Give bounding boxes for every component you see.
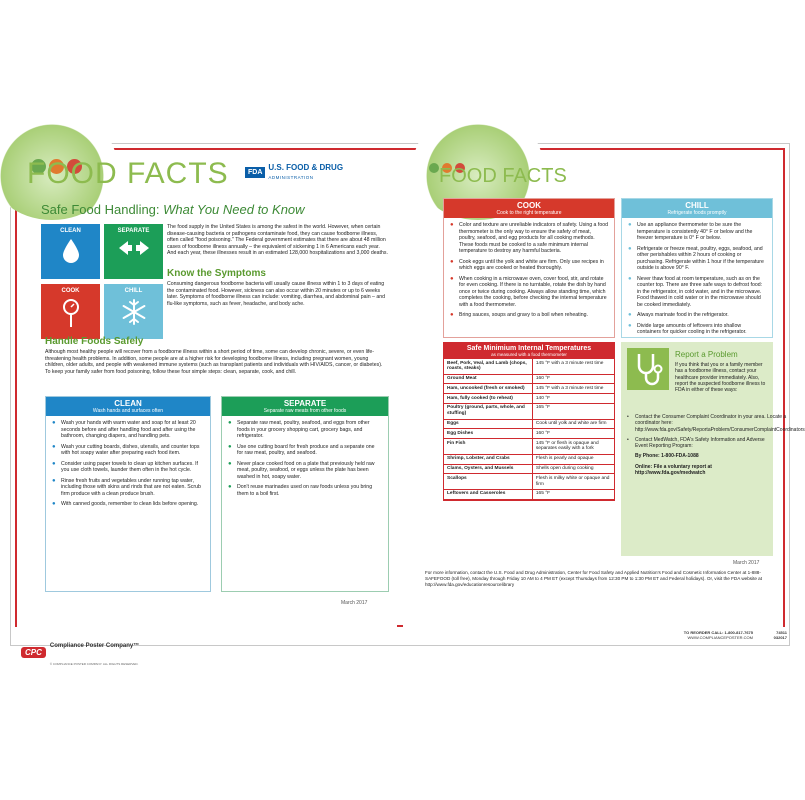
- snowflake-icon: [120, 298, 148, 326]
- right-date: March 2017: [733, 560, 760, 566]
- bullet-icon: ●: [450, 222, 454, 228]
- bullet-icon: ●: [52, 443, 56, 450]
- food-cell: Clams, Oysters, and Mussels: [444, 464, 532, 474]
- separate-header: SEPARATE Separate raw meats from other foods: [222, 397, 388, 416]
- list-item: [628, 312, 766, 319]
- table-row: [444, 429, 614, 439]
- list-item: • Contact MedWatch, FDA's Safety Information and Adverse Event Reporting Program:: [627, 436, 765, 450]
- table-row: [444, 474, 614, 490]
- bullet-icon: ●: [228, 420, 232, 426]
- list-item: [228, 484, 382, 497]
- temperature-table: [443, 342, 615, 501]
- brand-copyright: © COMPLIANCE POSTER COMPANY. ALL RIGHTS RESERVED.: [49, 662, 139, 666]
- bullet-icon: ●: [228, 460, 232, 467]
- temp-cell: 145 °F with a 3 minute rest time: [532, 359, 614, 374]
- bullet-icon: ●: [52, 501, 56, 507]
- bullet-icon: ●: [228, 484, 232, 490]
- table-row: [444, 394, 614, 404]
- thermometer-icon: [61, 298, 81, 328]
- bullet-icon: ●: [628, 275, 632, 282]
- separate-box: [221, 396, 389, 592]
- temp-cell: 165 °F: [532, 403, 614, 419]
- poster: [10, 143, 805, 666]
- bullet-icon: ●: [52, 477, 56, 484]
- footer-note: For more information, contact the U.S. Food and Drug Administration, Center for Food Safety and Applied Nutrition's Food and Cosmetic Information Center at 1-888-SAFEFOOD (toll free), Monday through Friday 10 AM to 4 PM ET (except Thursdays from 12:30 PM to 1:30 PM ET and Federal holidays). Or, visit the FDA website at http://www.fda.gov/educationresourcelibrary: [425, 570, 763, 587]
- report-online: Online: File a voluntary report at http://www.fda.gov/medwatch: [635, 463, 712, 477]
- bullet-icon: ●: [228, 443, 232, 450]
- intro-text: The food supply in the United States is among the safest in the world. However, when certain disease-causing bacteria or pathogens contaminate food, they can cause foodborne illness, often called "food poisoning." The Federal government estimates that there are about 48 million cases of foodborne illness annually – the equivalent of sickening 1 in 6 Americans each year. And each year, these illnesses result in an estimated 128,000 hospitalizations and 3,000 deaths.: [167, 224, 388, 257]
- list-item-text: Consider using paper towels to clean up kitchen surfaces. If you use cloth towels, launder them often in the hot cycle.: [61, 460, 198, 473]
- fda-name: U.S. FOOD & DRUG: [268, 163, 344, 172]
- title-row: [439, 156, 567, 196]
- list-item: [628, 246, 766, 272]
- temp-cell: 160 °F: [532, 374, 614, 384]
- list-item: [52, 420, 204, 440]
- food-cell: Scallops: [444, 474, 532, 490]
- separate-list: [222, 416, 388, 503]
- table-row: [444, 464, 614, 474]
- list-item-text: Refrigerate or freeze meat, poultry, eggs, seafood, and other perishables within 2 hours of cooking or purchasing. Refrigerate within 1 hour if the temperature outside is above 90° F.: [637, 245, 764, 271]
- clean-list: [46, 416, 210, 514]
- food-cell: Poultry (ground, parts, whole, and stuffing): [444, 403, 532, 419]
- list-item-text: Use one cutting board for fresh produce and a separate one for raw meat, poultry, and seafood.: [237, 443, 375, 456]
- list-item: [628, 323, 766, 336]
- fda-badge: FDA: [245, 167, 265, 178]
- bullet-icon: ●: [628, 312, 632, 318]
- food-cell: Ham, fully cooked (to reheat): [444, 394, 532, 404]
- list-item-text: Bring sauces, soups and gravy to a boil when reheating.: [459, 312, 588, 318]
- temperature-header: Safe Minimium Internal Temperatures as measured with a food thermometer: [444, 343, 614, 359]
- arrows-apart-icon: [117, 238, 151, 258]
- bullet-icon: ●: [450, 258, 454, 265]
- report-list: [627, 414, 805, 477]
- water-drop-icon: [61, 238, 81, 264]
- chill-header: CHILL Refrigerate foods promptly: [622, 199, 772, 218]
- temp-cell: 165 °F: [532, 489, 614, 499]
- list-item-text: Wash your cutting boards, dishes, utensils, and counter tops with hot soapy water after preparing each food item.: [61, 443, 200, 456]
- list-item-text: Wash your hands with warm water and soap for at least 20 seconds before and after handling food and after using the bathroom, changing diapers, and handling pets.: [61, 420, 196, 439]
- table-row: [444, 403, 614, 419]
- list-item-text: Never place cooked food on a plate that previously held raw meat, poultry, seafood, or eggs unless the plate has been washed in hot, soapy water.: [237, 460, 375, 480]
- table-row: [444, 374, 614, 384]
- list-item: [228, 461, 382, 481]
- list-item: [450, 312, 608, 319]
- list-item-text: Color and texture are unreliable indicators of safety. Using a food thermometer is the only way to ensure the safety of meat, poultry, seafood, and egg products for all cooking methods. These foods must be cooked to a safe minimum internal temperature to destroy any harmful bacteria.: [459, 222, 608, 254]
- handle-text: Although most healthy people will recover from a foodborne illness within a short period of time, some can develop chronic, severe, or even life-threatening health problems. In addition, some people are at a higher risk for developing foodborne illness, including pregnant women, young children, older adults, and people with weakened immune systems (such as transplant patients and individuals with HIV/AIDS, cancer, or diabetes). To keep your family safer from food poisoning, follow these four simple steps: clean, separate, cook, and chill.: [45, 349, 383, 375]
- cook-box: [443, 198, 615, 338]
- bullet-icon: ●: [52, 420, 56, 426]
- table-row: [444, 439, 614, 455]
- table-row: [444, 419, 614, 429]
- stethoscope-icon: [627, 348, 669, 390]
- list-item: [450, 259, 608, 272]
- list-item-text: Separate raw meat, poultry, seafood, and eggs from other foods in your grocery shopping cart, grocery bags, and refrigerator.: [237, 420, 370, 439]
- tile-chill: CHILL: [104, 284, 163, 339]
- table-row: [444, 359, 614, 374]
- report-title: Report a Problem: [675, 350, 738, 359]
- bullet-icon: ●: [628, 245, 632, 252]
- step-tiles: [41, 224, 163, 339]
- list-item-text: When cooking in a microwave oven, cover food, stir, and rotate for even cooking. If there is no turntable, rotate the dish by hand once or twice during cooking. Always allow standing time, which completes the cooking, before checking the internal temperature with a food thermometer.: [459, 275, 607, 308]
- list-item: [52, 478, 204, 498]
- list-item: [228, 420, 382, 440]
- tile-cook: COOK: [41, 284, 100, 339]
- list-item: [52, 461, 204, 474]
- cook-header: COOK Cook to the right temperature: [444, 199, 614, 218]
- cpc-logo: CPC: [21, 647, 46, 658]
- list-item: [450, 222, 608, 255]
- food-cell: Egg Dishes: [444, 429, 532, 439]
- list-item: [52, 444, 204, 457]
- handle-heading: Handle Foods Safely: [45, 336, 144, 347]
- food-cell: Ham, uncooked (fresh or smoked): [444, 384, 532, 394]
- list-item-text: Use an appliance thermometer to be sure the temperature is consistently 40° F or below and the freezer temperature is 0° F or below.: [637, 222, 753, 241]
- symptoms-text: Consuming dangerous foodborne bacteria will usually cause illness within 1 to 3 days of eating the contaminated food. However, sickness can also occur within 20 minutes or up to 6 weeks later. Symptoms of foodborne illness can include: vomiting, diarrhea, and abdominal pain – and flu-like symptoms, such as fever, headache, and body ache.: [167, 281, 386, 307]
- bullet-icon: ●: [450, 275, 454, 282]
- food-cell: Shrimp, Lobster, and Crabs: [444, 454, 532, 464]
- list-item-text: Cook eggs until the yolk and white are firm. Only use recipes in which eggs are cooked or heated thoroughly.: [459, 258, 604, 271]
- table-row: [444, 454, 614, 464]
- tile-clean: CLEAN: [41, 224, 100, 279]
- bullet-icon: ●: [450, 312, 454, 318]
- left-date: March 2017: [341, 600, 368, 606]
- report-phone: By Phone: 1-800-FDA-1088: [635, 453, 699, 460]
- temp-cell: 145 °F or flesh is opaque and separates easily with a fork: [532, 439, 614, 455]
- temp-cell: Flesh is pearly and opaque: [532, 454, 614, 464]
- table-row: [444, 384, 614, 394]
- symptoms-heading: Know the Symptoms: [167, 268, 266, 279]
- page-title: FOOD FACTS: [439, 164, 567, 187]
- list-item-text: Don't reuse marinades used on raw foods unless you bring them to a boil first.: [237, 484, 373, 497]
- right-page: [403, 150, 805, 627]
- product-codes: 74511 032017: [773, 630, 787, 640]
- list-item-text: Never thaw food at room temperature, such as on the counter top. There are three safe ways to defrost food: in the refrigerator, in cold water, and in the microwave. Food thawed in cold water or in the microwave should be cooked immediately.: [637, 275, 763, 308]
- list-item: [628, 222, 766, 242]
- temp-cell: 140 °F: [532, 394, 614, 404]
- reorder-info: TO REORDER CALL: 1-800-817-7675 WWW.COMPLIANCEPOSTER.COM: [683, 630, 753, 640]
- food-cell: Beef, Pork, Veal, and Lamb (chops, roasts, steaks): [444, 359, 532, 374]
- food-cell: Fin Fish: [444, 439, 532, 455]
- fda-logo: [245, 163, 343, 182]
- list-item-text: Divide large amounts of leftovers into shallow containers for quicker cooling in the refrigerator.: [637, 322, 747, 335]
- brand-name: Compliance Poster Company™: [49, 643, 140, 649]
- list-item-text: Always marinate food in the refrigerator.: [637, 312, 729, 318]
- list-item: [228, 444, 382, 457]
- title-row: [25, 154, 229, 194]
- page-title: FOOD FACTS: [27, 157, 229, 190]
- temp-cell: 160 °F: [532, 429, 614, 439]
- bullet-icon: ●: [52, 460, 56, 467]
- list-item: [628, 276, 766, 309]
- subtitle: Safe Food Handling: What You Need to Know: [41, 202, 305, 217]
- list-item: [450, 276, 608, 309]
- bullet-icon: ●: [628, 322, 632, 329]
- list-item-text: With canned goods, remember to clean lids before opening.: [61, 501, 199, 507]
- food-cell: Ground Meat: [444, 374, 532, 384]
- temp-cell: Flesh is milky white or opaque and firm: [532, 474, 614, 490]
- temp-cell: Cook until yolk and white are firm: [532, 419, 614, 429]
- table-row: [444, 489, 614, 499]
- fda-sub: ADMINISTRATION: [268, 175, 314, 180]
- list-item-text: Rinse fresh fruits and vegetables under running tap water, including those with skins and rinds that are not eaten. Scrub firm produce with a clean produce brush.: [61, 477, 201, 497]
- list-item: [52, 501, 204, 508]
- chill-box: [621, 198, 773, 338]
- tile-separate: SEPARATE: [104, 224, 163, 279]
- clean-header: CLEAN Wash hands and surfaces often: [46, 397, 210, 416]
- temp-cell: Shells open during cooking: [532, 464, 614, 474]
- report-intro: If you think that you or a family member has a foodborne illness, contact your healthcare provider immediately. Also, report the suspected foodborne illness to FDA in either of these ways:: [675, 362, 766, 394]
- report-panel: [621, 342, 805, 556]
- bullet-icon: ●: [628, 222, 632, 228]
- stethoscope-icon-tile: [627, 348, 669, 390]
- cook-list: [444, 218, 614, 325]
- list-item: • Contact the Consumer Complaint Coordinator in your area. Locate a coordinator here: http://www.fda.gov/Safety/ReportaProblem/ConsumerComplaintCoordinators: [627, 414, 805, 433]
- food-cell: Eggs: [444, 419, 532, 429]
- left-page: [17, 150, 397, 627]
- produce-icon: [429, 163, 439, 173]
- chill-list: [622, 218, 772, 342]
- temp-cell: 145 °F with a 3 minute rest time: [532, 384, 614, 394]
- food-cell: Leftovers and Casseroles: [444, 489, 532, 499]
- clean-box: [45, 396, 211, 592]
- brand-logo: [21, 634, 139, 670]
